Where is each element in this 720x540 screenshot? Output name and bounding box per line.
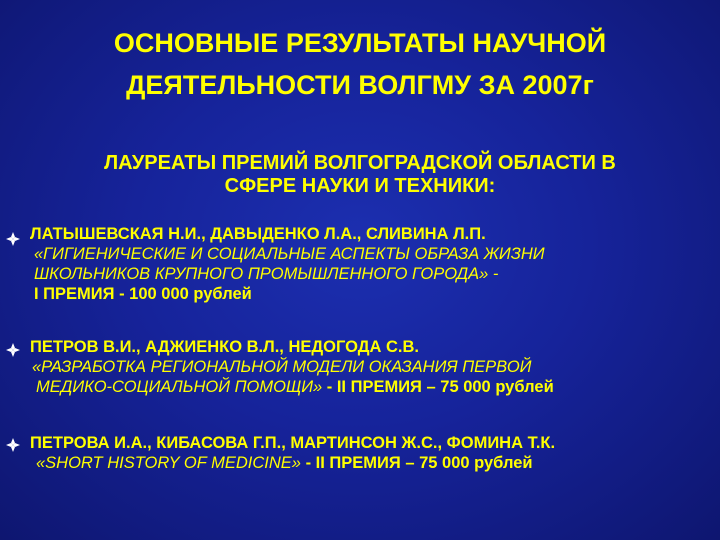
award-work-line-1: «ГИГИЕНИЧЕСКИЕ И СОЦИАЛЬНЫЕ АСПЕКТЫ ОБРАЗА ЖИЗНИ xyxy=(34,245,545,263)
subtitle-line-1: ЛАУРЕАТЫ ПРЕМИЙ ВОЛГОГРАДСКОЙ ОБЛАСТИ В xyxy=(104,152,616,174)
subtitle-line-2: СФЕРЕ НАУКИ И ТЕХНИКИ: xyxy=(224,175,496,197)
award-authors: ЛАТЫШЕВСКАЯ Н.И., ДАВЫДЕНКО Л.А., СЛИВИНА Л.П. xyxy=(30,225,486,243)
award-text-3 xyxy=(30,433,690,473)
slide-title xyxy=(0,22,720,106)
award-prize: - II ПРЕМИЯ – 75 000 рублей xyxy=(300,454,533,472)
diamond-bullet-icon xyxy=(6,438,20,452)
title-line-1: ОСНОВНЫЕ РЕЗУЛЬТАТЫ НАУЧНОЙ xyxy=(113,28,607,58)
award-work-line-1: «РАЗРАБОТКА РЕГИОНАЛЬНОЙ МОДЕЛИ ОКАЗАНИЯ ПЕРВОЙ xyxy=(32,358,532,376)
award-work-line-1: «SHORT HISTORY OF MEDICINE» xyxy=(36,454,301,472)
slide-subtitle xyxy=(20,152,700,198)
award-work-line-2: ШКОЛЬНИКОВ КРУПНОГО ПРОМЫШЛЕННОГО ГОРОДА» - xyxy=(34,265,499,283)
award-prize: I ПРЕМИЯ - 100 000 рублей xyxy=(34,285,252,303)
award-text-1 xyxy=(30,224,690,304)
title-line-2: ДЕЯТЕЛЬНОСТИ ВОЛГМУ ЗА 2007г xyxy=(126,70,594,100)
award-work-row xyxy=(30,453,690,473)
diamond-bullet-icon xyxy=(6,232,20,246)
award-text-2 xyxy=(30,337,690,397)
award-work-line-2-row xyxy=(30,377,690,397)
award-work-line-2: МЕДИКО-СОЦИАЛЬНОЙ ПОМОЩИ» xyxy=(36,378,323,396)
award-authors: ПЕТРОВА И.А., КИБАСОВА Г.П., МАРТИНСОН Ж.С., ФОМИНА Т.К. xyxy=(30,434,556,452)
award-authors: ПЕТРОВ В.И., АДЖИЕНКО В.Л., НЕДОГОДА С.В. xyxy=(30,338,419,356)
award-prize: - II ПРЕМИЯ – 75 000 рублей xyxy=(322,378,554,396)
diamond-bullet-icon xyxy=(6,343,20,357)
